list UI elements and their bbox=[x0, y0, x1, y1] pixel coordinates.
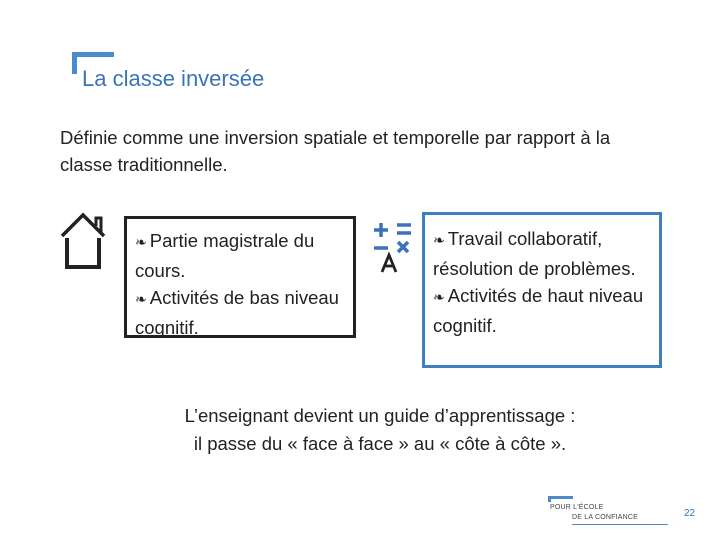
logo-line-2: DE LA CONFIANCE bbox=[572, 514, 639, 521]
right-bullet-2: ❧ Activités de haut niveau cognitif. bbox=[433, 285, 644, 336]
conclusion-line-2: il passe du « face à face » au « côte à côte ». bbox=[193, 433, 567, 454]
page-number: 22 bbox=[684, 508, 696, 519]
bullet-icon: ❧ bbox=[433, 233, 445, 249]
home-icon bbox=[58, 212, 108, 270]
bullet-icon: ❧ bbox=[135, 292, 147, 308]
conclusion-line-1: L’enseignant devient un guide d’apprentissage : bbox=[184, 405, 576, 426]
ministry-logo bbox=[548, 496, 678, 526]
slide-title: La classe inversée bbox=[82, 66, 265, 91]
bullet-icon: ❧ bbox=[135, 235, 147, 251]
right-bullet-1: ❧ Travail collaboratif, résolution de problèmes. bbox=[433, 228, 636, 279]
bullet-icon: ❧ bbox=[433, 290, 445, 306]
conclusion-text bbox=[120, 402, 640, 458]
math-icon bbox=[370, 218, 416, 274]
intro-text: Définie comme une inversion spatiale et temporelle par rapport à la classe traditionnelle. bbox=[60, 127, 611, 175]
left-bullet-1: ❧ Partie magistrale du cours. bbox=[135, 230, 315, 281]
left-bullet-2: ❧ Activités de bas niveau cognitif. bbox=[135, 287, 339, 338]
flipped-class-box bbox=[422, 212, 662, 368]
traditional-class-box bbox=[124, 216, 356, 338]
logo-line-1: POUR L'ÉCOLE bbox=[550, 504, 604, 511]
